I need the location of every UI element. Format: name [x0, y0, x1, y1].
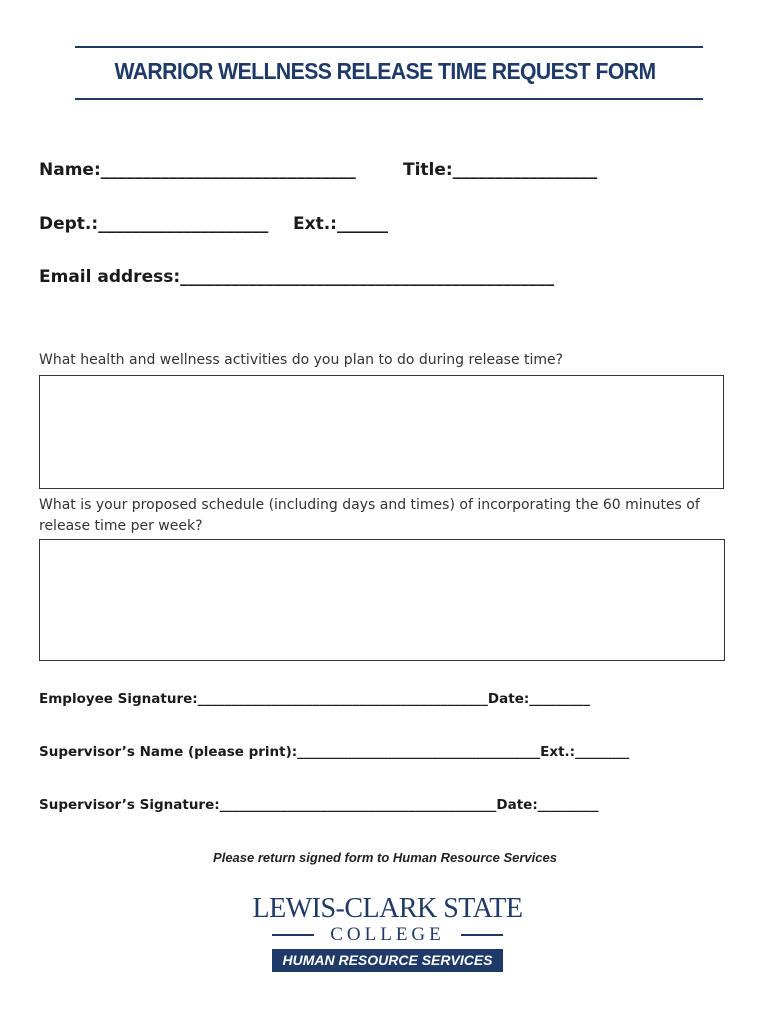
- return-instructions: Please return signed form to Human Resource Services: [213, 850, 557, 865]
- schedule-answer-box[interactable]: [39, 539, 725, 661]
- logo-college-name: LEWIS-CLARK STATE: [252, 893, 523, 924]
- ext-field[interactable]: Ext.:______: [293, 214, 388, 234]
- supervisor-signature-field[interactable]: Supervisor’s Signature:_________________________________________Date:_________: [39, 797, 599, 813]
- dept-field[interactable]: Dept.:____________________: [39, 214, 269, 234]
- logo-college-row: [272, 924, 503, 946]
- logo-college-word: COLLEGE: [330, 924, 445, 945]
- logo-department-bar: HUMAN RESOURCE SERVICES: [272, 949, 503, 972]
- name-field[interactable]: Name:______________________________: [39, 160, 356, 180]
- logo-right-line: [461, 934, 503, 936]
- form-title: WARRIOR WELLNESS RELEASE TIME REQUEST FORM: [114, 58, 656, 84]
- supervisor-name-field[interactable]: Supervisor’s Name (please print):____________________________________Ext.:________: [39, 744, 630, 760]
- employee-signature-field[interactable]: Employee Signature:___________________________________________Date:_________: [39, 691, 591, 707]
- title-underline-rule: [75, 98, 703, 100]
- top-rule: [75, 46, 703, 48]
- title-field[interactable]: Title:_________________: [403, 160, 598, 180]
- activities-question: What health and wellness activities do you plan to do during release time?: [39, 352, 564, 368]
- college-logo: [250, 893, 525, 975]
- schedule-question: What is your proposed schedule (including days and times) of incorporating the 60 minutes of release time per week?: [39, 497, 700, 534]
- email-field[interactable]: Email address:____________________________________________: [39, 267, 555, 287]
- activities-answer-box[interactable]: [39, 375, 724, 489]
